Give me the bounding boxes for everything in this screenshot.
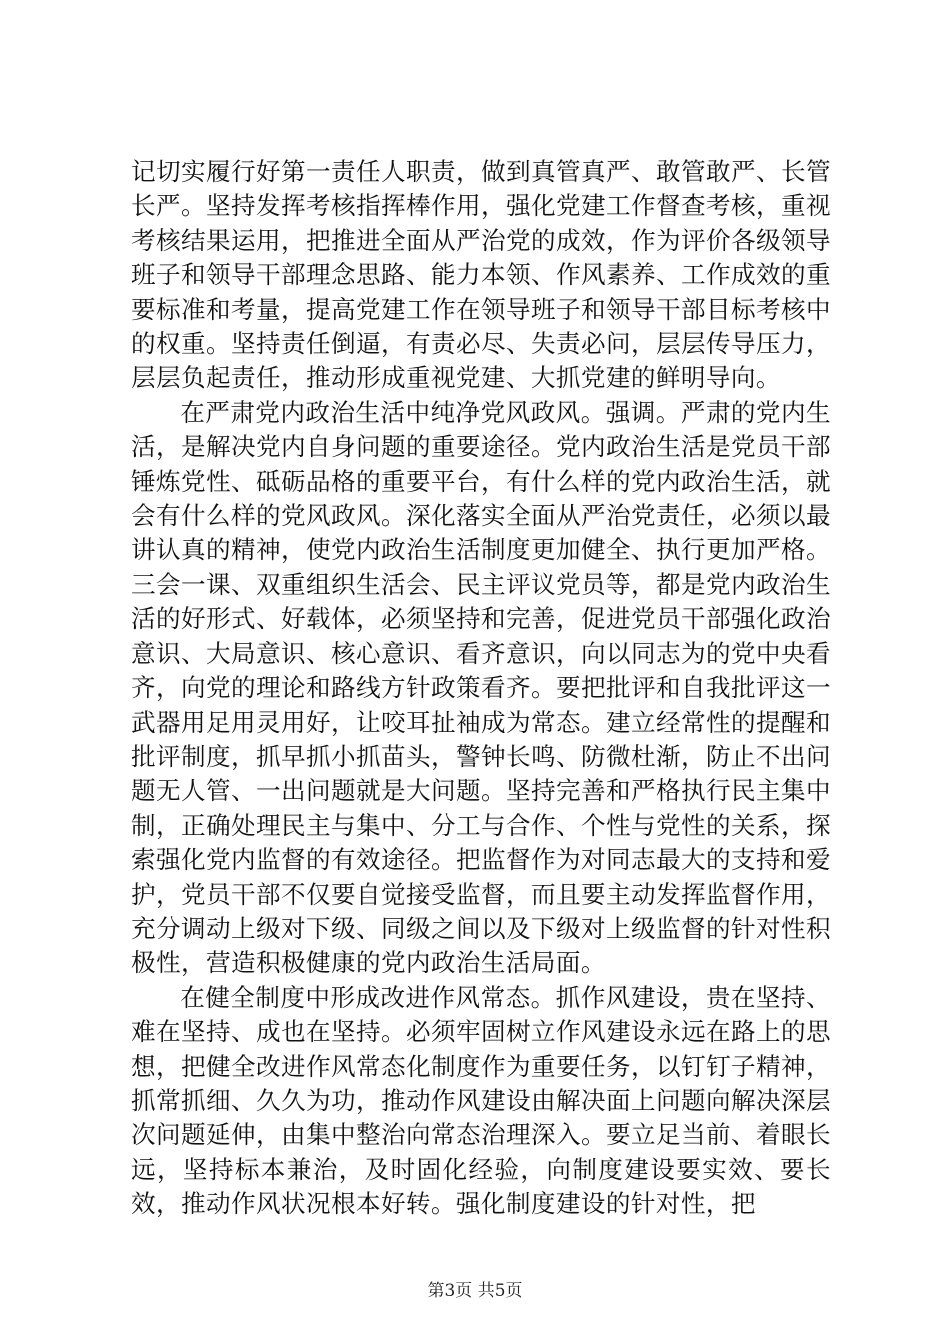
paragraph-1: 记切实履行好第一责任人职责，做到真管真严、敢管敢严、长管长严。坚持发挥考核指挥棒作用，强化党建工作督查考核，重视考核结果运用，把推进全面从严治党的成效，作为评价各级领导班子和领导干部理念思路、能力本领、作风素养、工作成效的重要标准和考量，提高党建工作在领导班子和领导干部目标考核中的权重。坚持责任倒逼，有责必尽、失责必问，层层传导压力，层层负起责任，推动形成重视党建、大抓党建的鲜明导向。 — [131, 157, 831, 393]
paragraph-2: 在严肃党内政治生活中纯净党风政风。强调。严肃的党内生活，是解决党内自身问题的重要途径。党内政治生活是党员干部锤炼党性、砥砺品格的重要平台，有什么样的党内政治生活，就会有什么样的党风政风。深化落实全面从严治党责任，必须以最讲认真的精神，使党内政治生活制度更加健全、执行更加严格。三会一课、双重组织生活会、民主评议党员等，都是党内政治生活的好形式、好载体，必须坚持和完善，促进党员干部强化政治意识、大局意识、核心意识、看齐意识，向以同志为的党中央看齐，向党的理论和路线方针政策看齐。要把批评和自我批评这一武器用足用灵用好，让咬耳扯袖成为常态。建立经常性的提醒和批评制度，抓早抓小抓苗头，警钟长鸣、防微杜渐，防止不出问题无人管、一出问题就是大问题。坚持完善和严格执行民主集中制，正确处理民主与集中、分工与合作、个性与党性的关系，探索强化党内监督的有效途径。把监督作为对同志最大的支持和爱护，党员干部不仅要自觉接受监督，而且要主动发挥监督作用，充分调动上级对下级、同级之间以及下级对上级监督的针对性积极性，营造积极健康的党内政治生活局面。 — [131, 397, 831, 978]
document-body — [131, 155, 831, 1222]
paragraph-3: 在健全制度中形成改进作风常态。抓作风建设，贵在坚持、难在坚持、成也在坚持。必须牢固树立作风建设永远在路上的思想，把健全改进作风常态化制度作为重要任务，以钉钉子精神，抓常抓细、久久为功，推动作风建设由解决面上问题向解决深层次问题延伸，由集中整治向常态治理深入。要立足当前、着眼长远，坚持标本兼治，及时固化经验，向制度建设要实效、要长效，推动作风状况根本好转。强化制度建设的针对性，把 — [131, 982, 831, 1219]
page-footer: 第3页 共5页 — [427, 1281, 523, 1301]
